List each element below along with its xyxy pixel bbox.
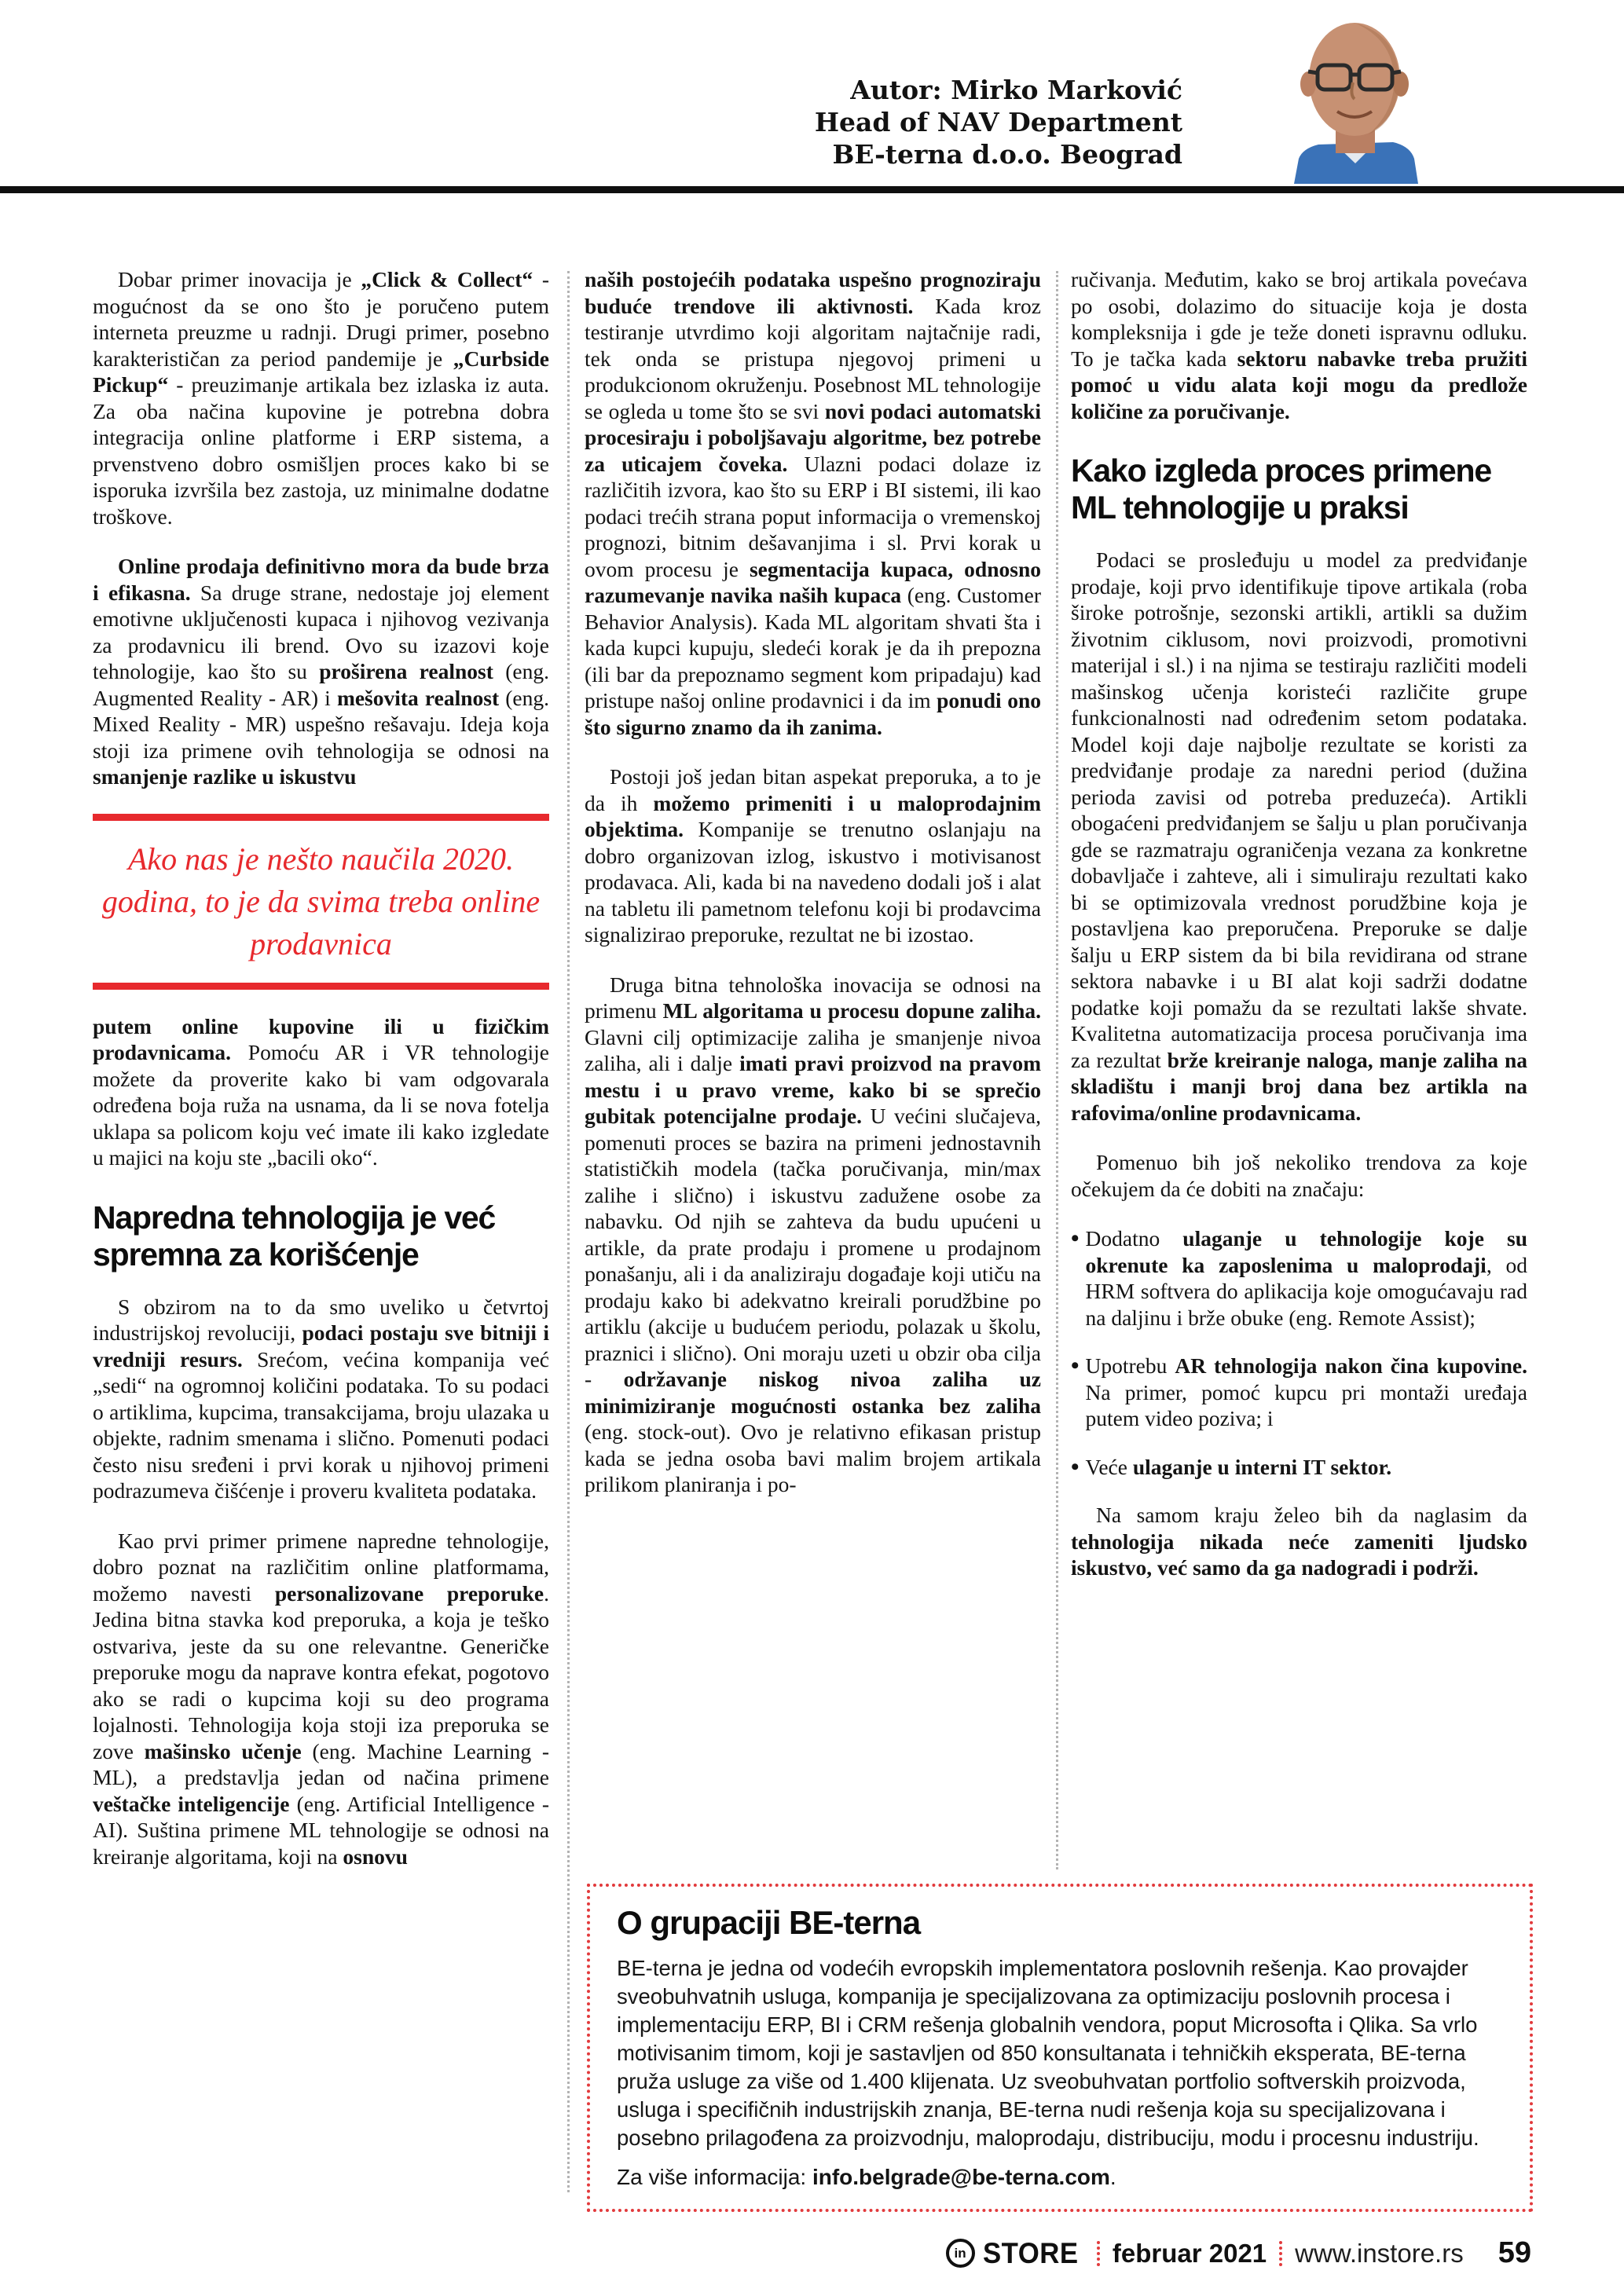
column-3 bbox=[1071, 266, 1527, 1605]
info-box-body: BE-terna je jedna od vodećih evropskih implementatora poslovnih rešenja. Kao provajder sveobuhvatnih usluga, kompanija je specijalizovana za optimizaciju poslovnih procesa i implementaciju ERP, BI i CRM rešenja globalnih vendora, poput Microsofta i Qlika. Sa vrlo motivisanim timom, koji je sastavljen od 850 konsultanata i tehničkih eksperata, BE-terna pruža usluge za više od 1.400 klijenata. Uz sveobuhvatan portfolio softverskih proizvoda, usluga i specifičnih industrijskih znanja, BE-terna nudi rešenja koja su specijalizovana i posebno prilagođena za proizvodnju, maloprodaju, distribuciju, modu i procesnu industriju. bbox=[617, 1956, 1479, 2150]
bullet-icon: • bbox=[1071, 1453, 1080, 1480]
magazine-brand: STORE bbox=[982, 2236, 1079, 2269]
info-box-title: O grupaciji BE-terna bbox=[617, 1904, 921, 1941]
bullet-text: Dodatno ulaganje u tehnologije koje su okrenute ka zaposlenima u maloprodaji, od HRM softvera do aplikacija koje omogućavaju rad na daljinu i brže obuke (eng. Remote Assist); bbox=[1085, 1226, 1527, 1330]
footer-separator bbox=[1097, 2241, 1100, 2266]
paragraph: ručivanja. Međutim, kako se broj artikala povećava po osobi, dolazimo do situacije koja je dosta kompleksnija i gde je teže doneti ispravnu odluku. To je tačka kada sektoru nabavke treba pružiti pomoć u vidu alata koji mogu da predlože količine za poručivanje. bbox=[1071, 267, 1527, 423]
paragraph: putem online kupovine ili u fizičkim prodavnicama. Pomoću AR i VR tehnologije možete da proverite kako bi vam odgovarala određena boja ruža na usnama, da li se nova fotelja uklapa sa policom koju već imate ili kako izgledate u majici na koju ste „bacili oko“. bbox=[93, 1013, 549, 1170]
bullet-icon: • bbox=[1071, 1353, 1080, 1379]
bullet-icon: • bbox=[1071, 1225, 1080, 1251]
page-number: 59 bbox=[1498, 2236, 1531, 2269]
pull-quote-text: Ako nas je nešto naučila 2020. godina, to je da svima treba online prodavnica bbox=[101, 840, 541, 961]
issue-date: februar 2021 bbox=[1112, 2238, 1267, 2268]
column-separator bbox=[1056, 271, 1058, 1869]
site-url: www.instore.rs bbox=[1295, 2238, 1464, 2268]
paragraph: Online prodaja definitivno mora da bude brza i efikasna. Sa druge strane, nedostaje joj element emotivne uključenosti kupaca i njihovog vezivanja za prodavnicu ili brend. Ovo su izazovi koje tehnologije, kao što su proširena realnost (eng. Augmented Reality - AR) i mešovita realnost (eng. Mixed Reality - MR) uspešno rešavaju. Ideja koja stoji iza primene ovih tehnologija se odnosi na smanjenje razlike u iskustvu bbox=[93, 554, 550, 789]
author-company: BE-terna d.o.o. Beograd bbox=[832, 139, 1182, 170]
paragraph: Podaci se prosleđuju u model za predviđanje prodaje, koji prvo identifikuje tipove artikala (roba široke potrošnje, sezonski artikli, artikli sa dužim životnim ciklusom, novi proizvodi, promotivni materijal i sl.) i na njima se testiraju različiti modeli mašinskog učenja koristeći različite grupe funkcionalnosti nad određenim setom podataka. Model koji daje najbolje rezultate se koristi za predviđanje prodaje za naredni period (dužina perioda zavisi od potreba preduzeća). Artikli obogaćeni predviđanjem se šalju u plan poručivanja gde se razmatraju ograničenja vezana za konkretne dobavljače i zahteve, ali i simuliraju rezultati kako bi se optimizovala vrednost porudžbine koja je postavljena kao preporučena. Preporuke se dalje šalju u ERP sistem da bi bila revidirana od strane sektora nabavke i u BI alat koji sadrži dodatne podatke koji pomažu da se rezultati lakše shvate. Kvalitetna automatizacija procesa poručivanja ima za rezultat brže kreiranje naloga, manje zaliha na skladištu i manji broj dana bez artikla na rafovima/online prodavnicama. bbox=[1071, 547, 1528, 1125]
paragraph: Kao prvi primer primene napredne tehnologije, dobro poznat na različitim online platformama, možemo navesti personalizovane preporuke. Jedina bitna stavka kod preporuka, a koja je teško ostvariva, jeste da su one relevantne. Generičke preporuke mogu da naprave kontra efekat, pogotovo ako se radi o kupcima koji su deo programa lojalnosti. Tehnologija koja stoji iza preporuka se zove mašinsko učenje (eng. Machine Learning - ML), a predstavlja jedan od načina primene veštačke inteligencije (eng. Artificial Intelligence - AI). Suština primene ML tehnologije se odnosi na kreiranje algoritama, koji na osnovu bbox=[93, 1528, 550, 1869]
bullet-text: Upotrebu AR tehnologija nakon čina kupovine. Na primer, pomoć kupcu pri montaži uređaja putem video poziva; i bbox=[1085, 1353, 1528, 1430]
info-box-contact: Za više informacija: info.belgrade@be-terna.com. bbox=[617, 2165, 1116, 2189]
instore-logo-icon: in bbox=[946, 2239, 975, 2268]
section-heading: Napredna tehnologija je već spremna za korišćenje bbox=[93, 1199, 496, 1273]
quote-rule-bottom bbox=[93, 983, 549, 990]
section-heading: Kako izgleda proces primene ML tehnologije u praksi bbox=[1071, 452, 1491, 525]
column-1 bbox=[93, 266, 549, 1893]
paragraph: Druga bitna tehnološka inovacija se odnosi na primenu ML algoritama u procesu dopune zaliha. Glavni cilj optimizacije zaliha je smanjenje nivoa zaliha, ali i dalje imati pravi proizvod na pravom mestu i u pravo vreme, kako bi se sprečio gubitak potencijalne prodaje. U većini slučajeva, pomenuti proces se bazira na primeni jednostavnih statističkih modela (tačka poručivanja, min/max zalihe i slično) i iskustvu zadužene osobe za nabavku. Od njih se zahteva da budu upućeni u artikle, da prate prodaju i promene u prodajnom ponašanju, ali i da analiziraju događaje koji utiču na prodaju kako bi adekvatno kreirali porudžbine po artiklu (akcije u budućem periodu, polazak u školu, praznici i slično). Oni moraju uzeti u obzir oba cilja - održavanje niskog nivoa zaliha uz minimiziranje mogućnosti ostanka bez zaliha (eng. stock-out). Ovo je relativno efikasan pristup kada se jedna osoba bavi malim brojem artikala prilikom planiranja i po- bbox=[585, 972, 1042, 1496]
paragraph: S obzirom na to da smo uveliko u četvrtoj industrijskoj revoluciji, podaci postaju sve bitniji i vredniji resurs. Srećom, većina kompanija već „sedi“ na ogromnoj količini podataka. To su podaci o artiklima, kupcima, transakcijama, broju ulazaka u objekte, radnim smenama i slično. Pomenuti podaci često nisu sređeni i prvi korak u njihovoj primeni podrazumeva čišćenje i proveru kvaliteta podataka. bbox=[93, 1294, 549, 1503]
paragraph: Dobar primer inovacija je „Click & Collect“ - mogućnost da se ono što je poručeno putem interneta preuzme u radnji. Drugi primer, posebno karakterističan za period pandemije je „Curbside Pickup“ - preuzimanje artikala bez izlaska iz auta. Za oba načina kupovine je potrebna dobra integracija online platforme i ERP sistema, a prvenstveno dobro osmišljen proces kako bi se isporuka izvršila bez zastoja, uz minimalne dodatne troškove. bbox=[93, 267, 549, 529]
column-2 bbox=[585, 266, 1041, 1522]
author-photo bbox=[1219, 4, 1491, 184]
header-rule bbox=[0, 186, 1624, 193]
list-item bbox=[1071, 1225, 1527, 1331]
list-item bbox=[1071, 1353, 1527, 1432]
paragraph: Postoji još jedan bitan aspekat preporuka, a to je da ih možemo primeniti i u maloprodajnim objektima. Kompanije se trenutno oslanjaju na dobro organizovan izlog, iskustvo i motivisanost prodavaca. Ali, kada bi na navedeno dodali još i alat na tabletu ili pametnom telefonu koji bi prodavcima signalizirao preporuke, rezultat ne bi izostao. bbox=[585, 764, 1041, 947]
paragraph: Pomenuo bih još nekoliko trendova za koje očekujem da će dobiti na značaju: bbox=[1071, 1150, 1527, 1201]
bullet-text: Veće ulaganje u interni IT sektor. bbox=[1085, 1454, 1392, 1479]
author-role: Head of NAV Department bbox=[814, 107, 1182, 137]
column-separator bbox=[567, 271, 570, 2192]
info-box bbox=[587, 1884, 1533, 2212]
footer bbox=[946, 2236, 1531, 2270]
author-block bbox=[815, 74, 1182, 170]
footer-separator bbox=[1279, 2241, 1282, 2266]
paragraph: naših postojećih podataka uspešno prognoziraju buduće trendove ili aktivnosti. Kada kroz testiranje utvrdimo koji algoritam najtačnije radi, tek onda se pristupa njegovoj primeni u produkcionom okruženju. Posebnost ML tehnologije se ogleda u tome što se svi novi podaci automatski procesiraju i poboljšavaju algoritme, bez potrebe za uticajem čoveka. Ulazni podaci dolaze iz različitih izvora, kao što su ERP i BI sistemi, ili kao podaci trećih strana poput informacija o vremenskoj prognozi, bitnim dešavanjima i sl. Prvi korak u ovom procesu je segmentacija kupaca, odnosno razumevanje navika naših kupaca (eng. Customer Behavior Analysis). Kada ML algoritam shvati šta i kada kupci kupuju, sledeći korak je da ih prepozna (ili bar da prepoznamo segment kom pripadaju) kad pristupe našoj online prodavnici i da im ponudi ono što sigurno znamo da ih zanima. bbox=[585, 267, 1041, 739]
paragraph: Na samom kraju želeo bih da naglasim da tehnologija nikada neće zameniti ljudsko iskustvo, već samo da ga nadogradi i podrži. bbox=[1071, 1503, 1527, 1580]
pull-quote bbox=[93, 814, 549, 990]
quote-rule-top bbox=[93, 814, 549, 821]
list-item bbox=[1071, 1454, 1527, 1481]
author-name: Autor: Mirko Marković bbox=[850, 75, 1182, 105]
